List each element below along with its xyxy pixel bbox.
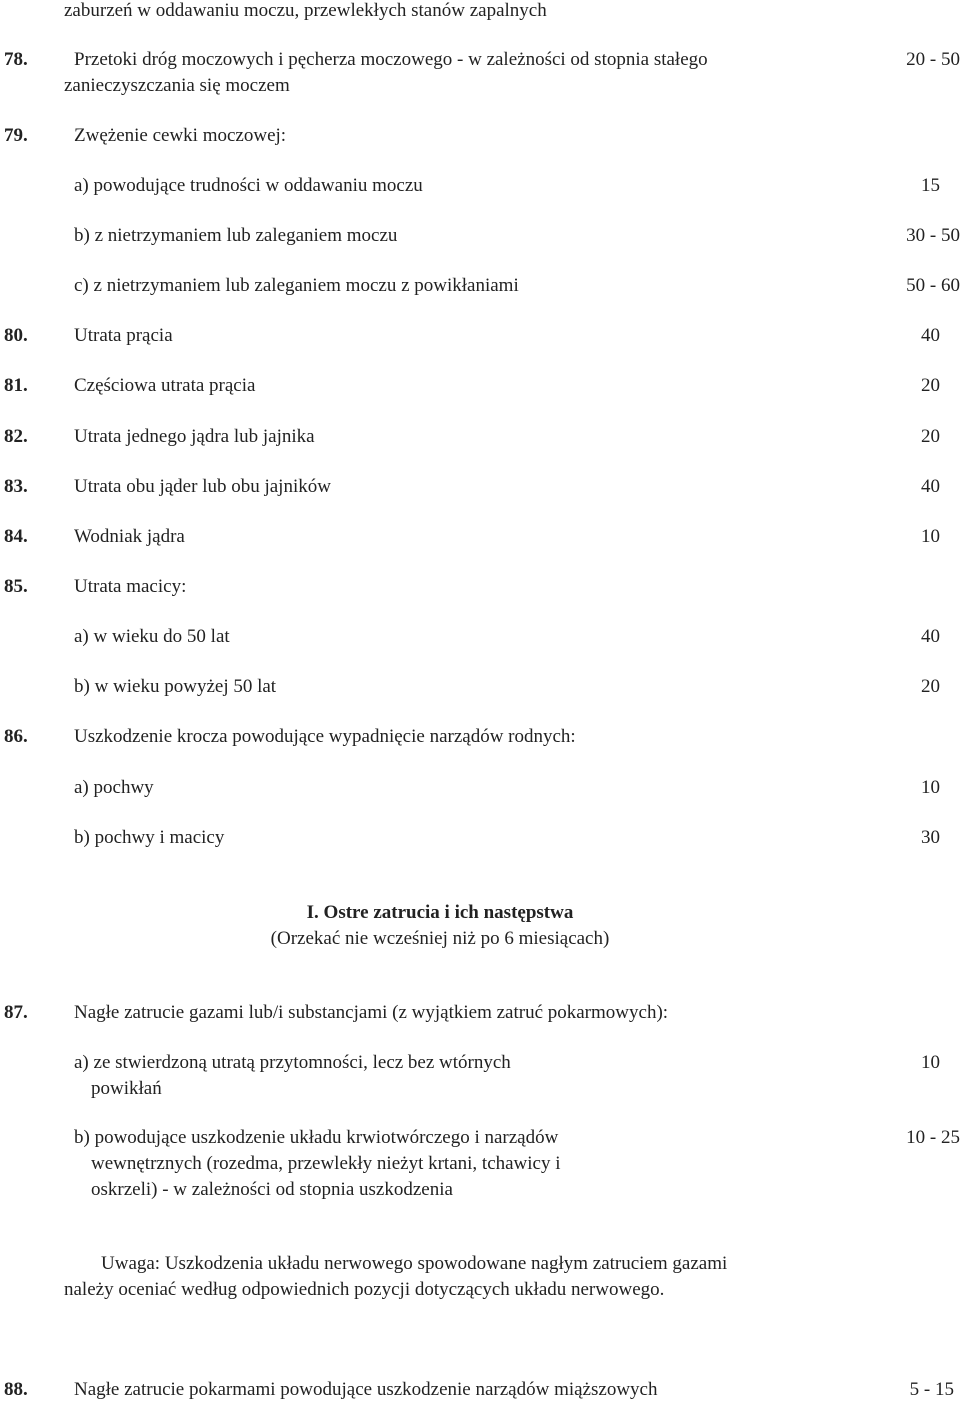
subitem-text: b) powodujące uszkodzenie układu krwiotwórczego i narządów	[74, 1127, 559, 1148]
note-paragraph: Uwaga: Uszkodzenia układu nerwowego spowodowane nagłym zatruciem gazami należy oceniać według odpowiednich pozycji dotyczących układu nerwowego.	[64, 1253, 728, 1300]
subitem-text: b) pochwy i macicy	[74, 827, 225, 848]
subitem-value: 15	[921, 175, 940, 196]
subitem-value: 20	[921, 676, 940, 697]
item-value: 10	[921, 526, 940, 547]
item-text-continued: zanieczyszczania się moczem	[64, 75, 290, 96]
item-number: 84.	[4, 526, 28, 547]
subitem-value: 10	[921, 777, 940, 798]
item-text: Nagłe zatrucie gazami lub/i substancjami (z wyjątkiem zatruć pokarmowych):	[74, 1002, 669, 1023]
subitem-text: b) z nietrzymaniem lub zaleganiem moczu	[74, 225, 398, 246]
item-number: 78.	[4, 49, 28, 70]
subitem-text-continued: wewnętrznych (rozedma, przewlekły nieżyt krtani, tchawicy i	[91, 1153, 561, 1174]
section-subtitle: (Orzekać nie wcześniej niż po 6 miesiącach)	[270, 928, 610, 949]
item-text: Utrata macicy:	[74, 576, 187, 597]
subitem-text: c) z nietrzymaniem lub zaleganiem moczu z powikłaniami	[74, 275, 519, 296]
item-text: Przetoki dróg moczowych i pęcherza moczowego - w zależności od stopnia stałego	[74, 49, 708, 70]
subitem-text: a) pochwy	[74, 777, 154, 798]
subitem-value: 40	[921, 626, 940, 647]
item-number: 87.	[4, 1002, 28, 1023]
item-value: 40	[921, 476, 940, 497]
item-number: 85.	[4, 576, 28, 597]
subitem-value: 50 - 60	[906, 275, 960, 296]
subitem-text: a) powodujące trudności w oddawaniu moczu	[74, 175, 423, 196]
item-text: Uszkodzenie krocza powodujące wypadnięcie narządów rodnych:	[74, 726, 576, 747]
item-text: Nagłe zatrucie pokarmami powodujące uszkodzenie narządów miąższowych	[74, 1379, 658, 1400]
item-number: 82.	[4, 426, 28, 447]
subitem-value: 30	[921, 827, 940, 848]
subitem-value: 10	[921, 1052, 940, 1073]
item-value: 5 - 15	[909, 1379, 954, 1400]
section-heading	[0, 900, 880, 952]
item-text: Zwężenie cewki moczowej:	[74, 125, 287, 146]
item-number: 83.	[4, 476, 28, 497]
subitem-text: a) ze stwierdzoną utratą przytomności, lecz bez wtórnych	[74, 1052, 511, 1073]
item-value: 20	[921, 375, 940, 396]
continuation-text: zaburzeń w oddawaniu moczu, przewlekłych stanów zapalnych	[64, 0, 547, 21]
item-value: 20 - 50	[906, 49, 960, 70]
item-number: 88.	[4, 1379, 28, 1400]
item-value: 40	[921, 325, 940, 346]
subitem-value: 30 - 50	[906, 225, 960, 246]
item-value: 20	[921, 426, 940, 447]
item-text: Wodniak jądra	[74, 526, 185, 547]
subitem-text: a) w wieku do 50 lat	[74, 626, 230, 647]
subitem-text-continued: powikłań	[91, 1078, 162, 1099]
item-text: Utrata prącia	[74, 325, 173, 346]
section-title: I. Ostre zatrucia i ich następstwa	[306, 902, 574, 923]
item-number: 79.	[4, 125, 28, 146]
item-text: Utrata jednego jądra lub jajnika	[74, 426, 315, 447]
item-text: Częściowa utrata prącia	[74, 375, 256, 396]
subitem-value: 10 - 25	[906, 1127, 960, 1148]
item-text: Utrata obu jąder lub obu jajników	[74, 476, 331, 497]
subitem-text-continued: oskrzeli) - w zależności od stopnia uszkodzenia	[91, 1179, 453, 1200]
subitem-text: b) w wieku powyżej 50 lat	[74, 676, 277, 697]
item-number: 80.	[4, 325, 28, 346]
item-number: 81.	[4, 375, 28, 396]
item-number: 86.	[4, 726, 28, 747]
